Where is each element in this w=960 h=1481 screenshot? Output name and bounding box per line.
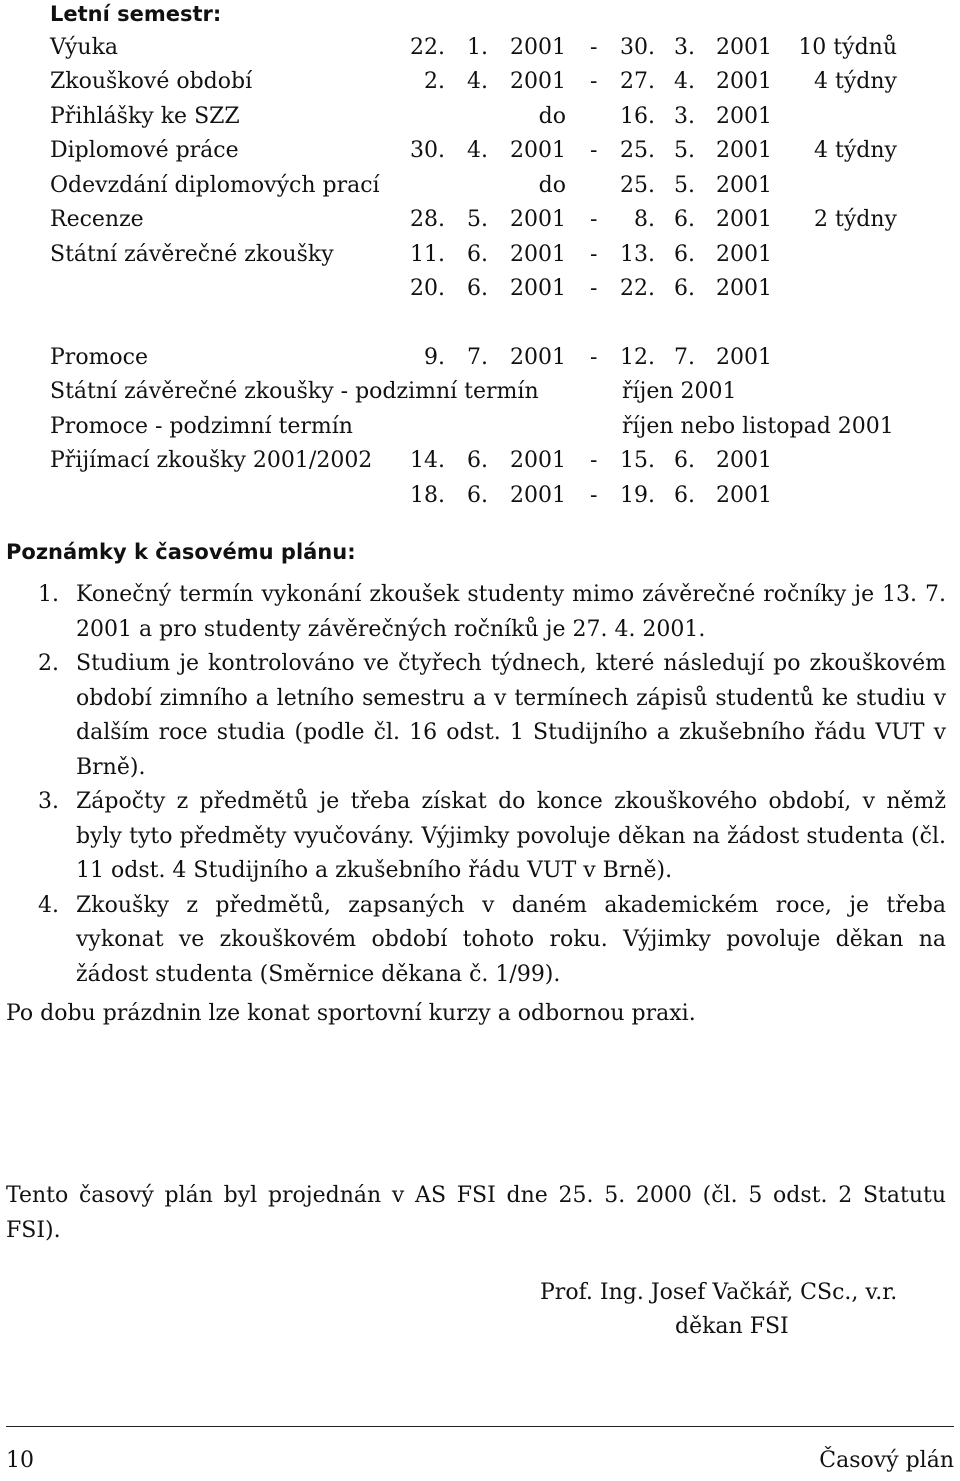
date-d2: 8. (634, 207, 655, 232)
date-d1: 9. (424, 345, 445, 370)
signature-role: děkan FSI (675, 1314, 789, 1339)
date-m1: 6. (467, 242, 488, 267)
date-d1: 2. (424, 69, 445, 94)
page-number: 10 (6, 1448, 34, 1473)
duration: 4 týdny (814, 69, 897, 94)
date-d2: 25. (620, 138, 655, 163)
date-m2: 4. (674, 69, 695, 94)
signature-name: Prof. Ing. Josef Vačkář, CSc., v.r. (540, 1280, 898, 1305)
row-label: Zkouškové období (50, 69, 253, 94)
section-title: Letní semestr: (50, 2, 222, 26)
date-y1: 2001 (510, 448, 566, 473)
date-separator: - (590, 138, 598, 163)
date-d2: 12. (620, 345, 655, 370)
note-item: 4. Zkoušky z předmětů, zapsaných v daném akademickém roce, je třeba vykonat ve zkouškovém období tohoto roku. Výjimky povoluje děkan na žádost studenta (Směrnice děkana č. 1/99). (38, 892, 946, 987)
date-m2: 3. (674, 35, 695, 60)
date-y2: 2001 (716, 69, 772, 94)
date-m2: 7. (674, 345, 695, 370)
date-d2: 19. (620, 483, 655, 508)
date-y1: do (538, 173, 566, 198)
row-label: Odevzdání diplomových prací (50, 173, 380, 198)
date-y2: 2001 (716, 138, 772, 163)
date-d1: 20. (410, 276, 445, 301)
date-d1: 28. (410, 207, 445, 232)
row-label: Státní závěrečné zkoušky (50, 242, 334, 267)
row-value: říjen 2001 (622, 379, 737, 404)
row-value: říjen nebo listopad 2001 (622, 414, 894, 439)
date-m2: 6. (674, 483, 695, 508)
date-d1: 11. (410, 242, 445, 267)
date-y1: 2001 (510, 483, 566, 508)
row-label: Přihlášky ke SZZ (50, 104, 240, 129)
date-separator: - (590, 483, 598, 508)
date-d2: 22. (620, 276, 655, 301)
date-separator: - (590, 35, 598, 60)
date-m1: 6. (467, 276, 488, 301)
date-m2: 6. (674, 242, 695, 267)
row-label: Výuka (50, 35, 119, 60)
date-separator: - (590, 207, 598, 232)
date-y2: 2001 (716, 345, 772, 370)
date-y2: 2001 (716, 207, 772, 232)
date-m2: 6. (674, 448, 695, 473)
date-y2: 2001 (716, 276, 772, 301)
date-m2: 6. (674, 276, 695, 301)
date-separator: - (590, 242, 598, 267)
note-item: 2. Studium je kontrolováno ve čtyřech týdnech, které následují po zkouškovém období zimního a letního semestru a v termínech zápisů studentů ke studiu v dalším roce studia (podle čl. 16 odst. 1 Studijního a zkušebního řádu VUT v Brně). (38, 651, 946, 780)
date-d2: 15. (620, 448, 655, 473)
date-y2: 2001 (716, 35, 772, 60)
date-d2: 27. (620, 69, 655, 94)
date-separator: - (590, 448, 598, 473)
note-item: 1. Konečný termín vykonání zkoušek studenty mimo závěrečné ročníky je 13. 7. 2001 a pro studenty závěrečných ročníků je 27. 4. 2001. (38, 582, 946, 642)
date-separator: - (590, 276, 598, 301)
date-d2: 13. (620, 242, 655, 267)
row-label: Státní závěrečné zkoušky - podzimní termín (50, 379, 539, 404)
date-m1: 6. (467, 448, 488, 473)
footer-rule (6, 1426, 954, 1427)
date-y1: 2001 (510, 242, 566, 267)
date-m2: 3. (674, 104, 695, 129)
date-y2: 2001 (716, 104, 772, 129)
date-y1: do (538, 104, 566, 129)
approval-note: Tento časový plán byl projednán v AS FSI dne 25. 5. 2000 (čl. 5 odst. 2 Statutu FSI). (6, 1183, 946, 1243)
duration: 2 týdny (814, 207, 897, 232)
row-label: Promoce (50, 345, 149, 370)
date-d1: 14. (410, 448, 445, 473)
date-y1: 2001 (510, 138, 566, 163)
date-d1: 18. (410, 483, 445, 508)
date-m1: 4. (467, 69, 488, 94)
duration: 10 týdnů (798, 35, 897, 60)
date-m1: 1. (467, 35, 488, 60)
date-y2: 2001 (716, 483, 772, 508)
notes-list (6, 578, 946, 992)
date-y2: 2001 (716, 173, 772, 198)
date-d1: 30. (410, 138, 445, 163)
date-y1: 2001 (510, 276, 566, 301)
date-separator: - (590, 345, 598, 370)
date-y2: 2001 (716, 242, 772, 267)
date-y1: 2001 (510, 207, 566, 232)
date-m1: 7. (467, 345, 488, 370)
date-m2: 5. (674, 173, 695, 198)
row-label: Recenze (50, 207, 144, 232)
date-separator: - (590, 69, 598, 94)
holiday-note: Po dobu prázdnin lze konat sportovní kurzy a odbornou praxi. (6, 1001, 696, 1026)
date-m1: 5. (467, 207, 488, 232)
date-y1: 2001 (510, 69, 566, 94)
date-d2: 16. (620, 104, 655, 129)
date-m1: 4. (467, 138, 488, 163)
row-label: Promoce - podzimní termín (50, 414, 353, 439)
duration: 4 týdny (814, 138, 897, 163)
note-item: 3. Zápočty z předmětů je třeba získat do konce zkouškového období, v němž byly tyto předměty vyučovány. Výjimky povoluje děkan na žádost studenta (čl. 11 odst. 4 Studijního a zkušebního řádu VUT v Brně). (38, 789, 946, 883)
date-y1: 2001 (510, 35, 566, 60)
date-d2: 25. (620, 173, 655, 198)
date-y2: 2001 (716, 448, 772, 473)
date-y1: 2001 (510, 345, 566, 370)
footer-title: Časový plán (819, 1448, 954, 1473)
date-d1: 22. (410, 35, 445, 60)
row-label: Přijímací zkoušky 2001/2002 (50, 448, 373, 473)
date-d2: 30. (620, 35, 655, 60)
date-m2: 5. (674, 138, 695, 163)
date-m2: 6. (674, 207, 695, 232)
row-label: Diplomové práce (50, 138, 239, 163)
notes-title: Poznámky k časovému plánu: (6, 540, 356, 564)
date-m1: 6. (467, 483, 488, 508)
